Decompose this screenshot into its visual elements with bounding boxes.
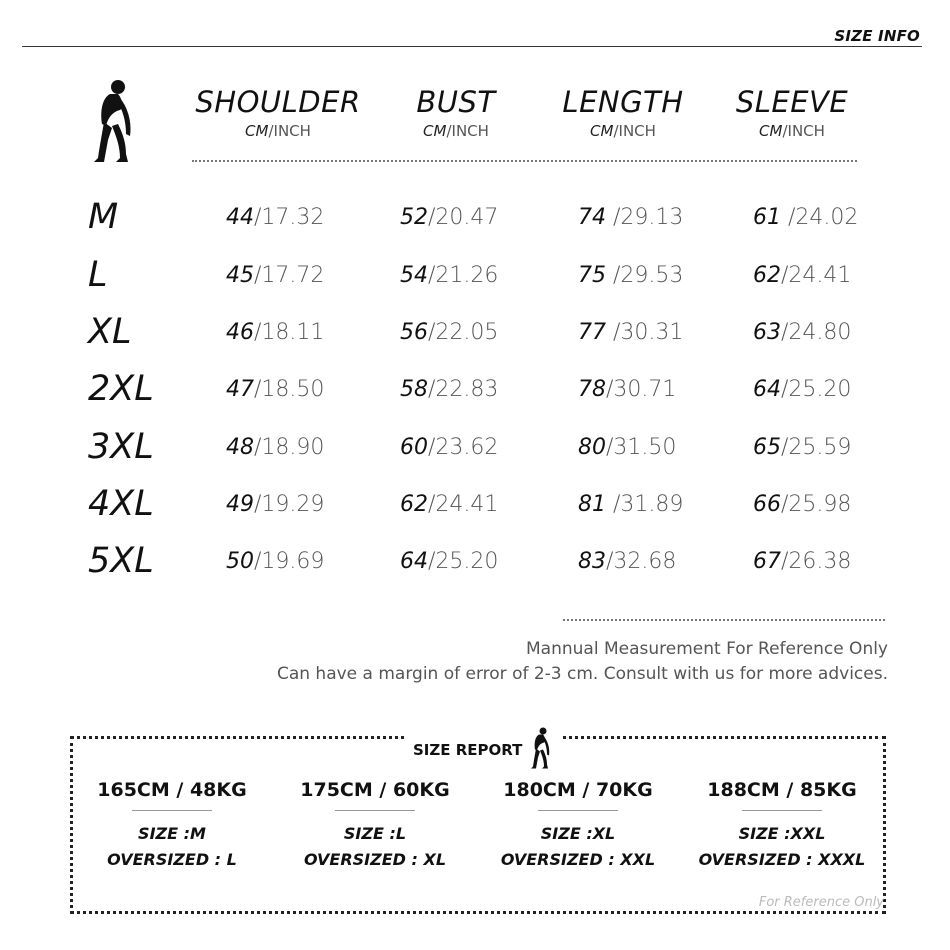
size-label: 4XL (88, 484, 154, 524)
table-row (0, 541, 950, 581)
body-measure: 188CM / 85KG (707, 779, 857, 801)
sleeve-value: 63/24.80 (753, 320, 852, 345)
card-divider (742, 810, 822, 811)
table-row (0, 484, 950, 524)
size-report-card (682, 778, 882, 873)
shoulder-value: 46/18.11 (226, 320, 325, 345)
oversized-size: OVERSIZED : XL (303, 850, 447, 869)
recommended-size: SIZE :XL (540, 824, 616, 843)
walking-ape-icon (92, 78, 136, 164)
table-row (0, 197, 950, 237)
margin-note: Can have a margin of error of 2-3 cm. Consult with us for more advices. (276, 664, 888, 684)
header-divider (22, 46, 922, 47)
column-unit: CM/INCH (423, 122, 489, 140)
size-label: M (88, 197, 119, 237)
column-header-shoulder (178, 84, 378, 140)
table-row (0, 427, 950, 467)
column-unit: CM/INCH (759, 122, 825, 140)
bust-value: 58/22.83 (400, 377, 499, 402)
header-dotted-divider (192, 160, 857, 162)
size-report-card (72, 778, 272, 873)
recommended-size: SIZE :XXL (738, 824, 826, 843)
oversized-size: OVERSIZED : XXL (500, 850, 656, 869)
size-report-title (405, 725, 560, 775)
length-value: 75 /29.53 (578, 263, 684, 288)
length-value: 81 /31.89 (578, 492, 684, 517)
length-value: 83/32.68 (578, 549, 677, 574)
length-value: 80/31.50 (578, 435, 677, 460)
reference-footnote: For Reference Only (758, 895, 884, 910)
size-report-card (478, 778, 678, 873)
shoulder-value: 49/19.29 (226, 492, 325, 517)
shoulder-value: 45/17.72 (226, 263, 325, 288)
size-label: L (88, 255, 108, 295)
sleeve-value: 61 /24.02 (753, 205, 859, 230)
bust-value: 56/22.05 (400, 320, 499, 345)
column-title: SLEEVE (735, 85, 849, 119)
card-divider (132, 810, 212, 811)
sleeve-value: 62/24.41 (753, 263, 852, 288)
column-title: BUST (416, 85, 496, 119)
shoulder-value: 48/18.90 (226, 435, 325, 460)
length-value: 78/30.71 (578, 377, 677, 402)
notes-dotted-divider (563, 619, 885, 621)
bust-value: 60/23.62 (400, 435, 499, 460)
length-value: 77 /30.31 (578, 320, 684, 345)
shoulder-value: 44/17.32 (226, 205, 325, 230)
sleeve-value: 66/25.98 (753, 492, 852, 517)
size-label: 3XL (88, 427, 154, 467)
size-label: 5XL (88, 541, 154, 581)
shoulder-value: 47/18.50 (226, 377, 325, 402)
sleeve-value: 64/25.20 (753, 377, 852, 402)
size-label: 2XL (88, 369, 154, 409)
size-label: XL (88, 312, 132, 352)
card-divider (538, 810, 618, 811)
bust-value: 62/24.41 (400, 492, 499, 517)
column-title: SHOULDER (195, 85, 361, 119)
sleeve-value: 67/26.38 (753, 549, 852, 574)
size-info-title: SIZE INFO (834, 27, 920, 45)
column-title: LENGTH (562, 85, 684, 119)
walking-ape-icon (530, 725, 552, 775)
bust-value: 52/20.47 (400, 205, 499, 230)
oversized-size: OVERSIZED : XXXL (698, 850, 866, 869)
length-value: 74 /29.13 (578, 205, 684, 230)
sleeve-value: 65/25.59 (753, 435, 852, 460)
size-report-label: SIZE REPORT (413, 741, 523, 759)
body-measure: 165CM / 48KG (97, 779, 247, 801)
table-row (0, 369, 950, 409)
recommended-size: SIZE :L (343, 824, 407, 843)
shoulder-value: 50/19.69 (226, 549, 325, 574)
body-measure: 175CM / 60KG (300, 779, 450, 801)
column-header-sleeve (692, 84, 892, 140)
table-row (0, 255, 950, 295)
column-unit: CM/INCH (245, 122, 311, 140)
oversized-size: OVERSIZED : L (107, 850, 237, 869)
measurement-note: Mannual Measurement For Reference Only (526, 639, 888, 659)
bust-value: 54/21.26 (400, 263, 499, 288)
card-divider (335, 810, 415, 811)
body-measure: 180CM / 70KG (503, 779, 653, 801)
size-report-card (275, 778, 475, 873)
column-unit: CM/INCH (590, 122, 656, 140)
bust-value: 64/25.20 (400, 549, 499, 574)
recommended-size: SIZE :M (138, 824, 206, 843)
table-row (0, 312, 950, 352)
